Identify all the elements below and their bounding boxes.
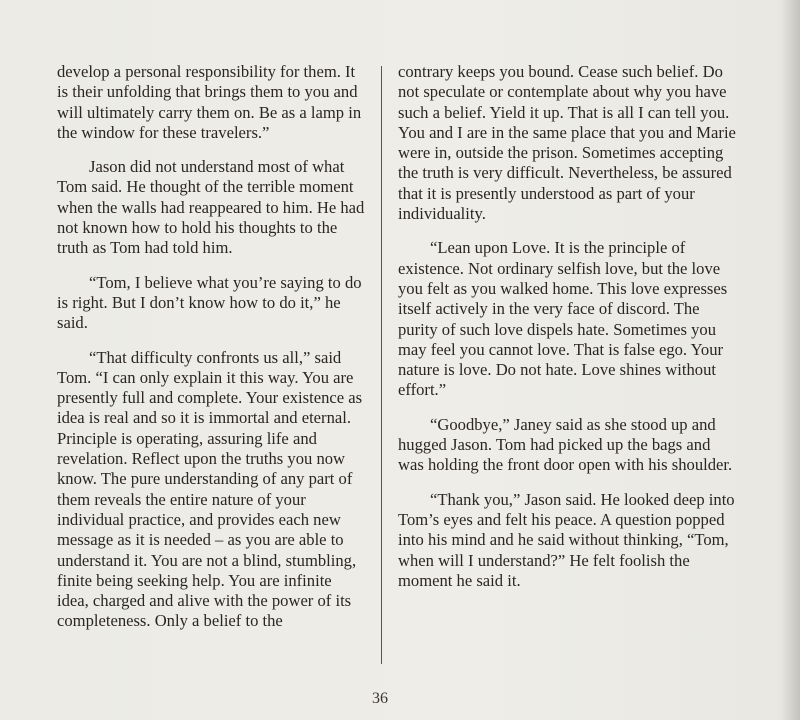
paragraph: “That difficulty confronts us all,” said Tom. “I can only explain it this way. You are presently full and complete. Your existence as idea is real and so it is immortal and eternal. Principle is operating, assuring life and revelation. Reflect upon the truths you now know. The pure understanding of any part of them reveals the entire nature of your individual practice, and provides each new message as it is needed – as you are able to understand it. You are not a blind, stumbling, finite being seeking help. You are infinite idea, charged and alive with the power of its completeness. Only a belief to the [57,347,363,631]
page-number: 36 [372,690,388,707]
column-divider [381,66,382,664]
paragraph: develop a personal responsibility for them. It is their unfolding that brings them to you and will ultimately carry them on. Be as a lamp in the window for these travelers.” [57,62,362,142]
paragraph: contrary keeps you bound. Cease such belief. Do not speculate or contemplate about why you have such a belief. Yield it up. That is all I can tell you. You and I are in the same place that you and Marie were in, outside the prison. Sometimes accepting the truth is very difficult. Nevertheless, be assured that it is presently understood as part of your individuality. [398,62,736,224]
page-edge-shadow [782,0,800,720]
right-column [398,62,738,591]
paragraph: Jason did not understand most of what Tom said. He thought of the terrible moment when the walls had reappeared to him. He had not known how to hold his thoughts to the truth as Tom had told him. [57,157,365,258]
left-column [57,62,367,632]
paragraph: “Goodbye,” Janey said as she stood up and hugged Jason. Tom had picked up the bags and was holding the front door open with his shoulder. [398,414,733,475]
paragraph: “Thank you,” Jason said. He looked deep into Tom’s eyes and felt his peace. A question popped into his mind and he said without thinking, “Tom, when will I understand?” He felt foolish the moment he said it. [398,489,735,590]
paragraph: “Lean upon Love. It is the principle of existence. Not ordinary selfish love, but the love you felt as you walked home. This love expresses itself actively in the very face of discord. The purity of such love dispels hate. Sometimes you may feel you cannot love. That is false ego. Your nature is love. Do not hate. Love shines without effort.” [398,238,728,400]
paragraph: “Tom, I believe what you’re saying to do is right. But I don’t know how to do it,” he said. [57,272,362,333]
